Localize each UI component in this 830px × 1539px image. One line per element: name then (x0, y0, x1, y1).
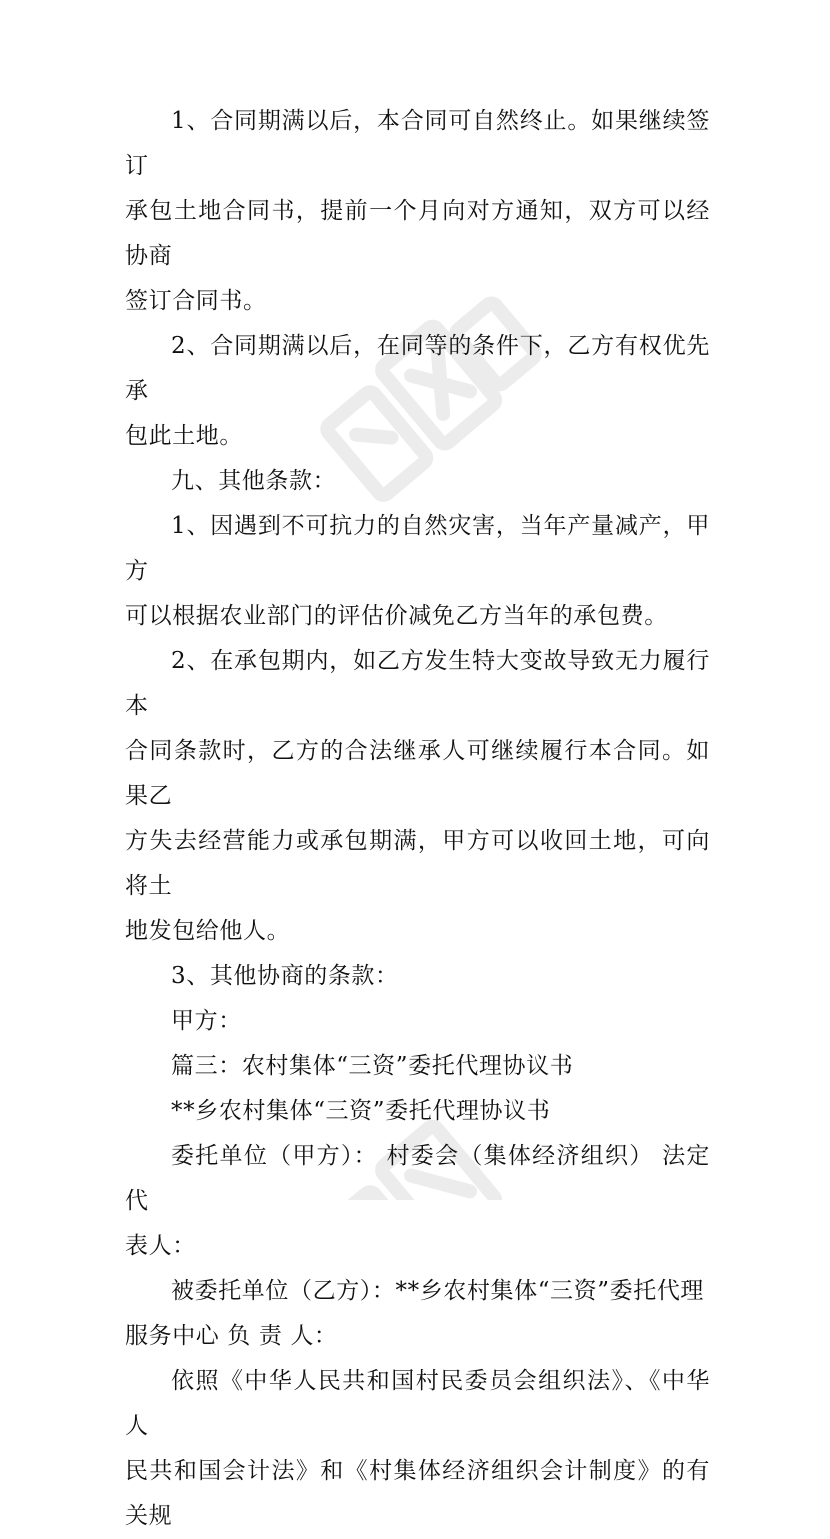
text-line: 承包土地合同书，提前一个月向对方通知，双方可以经协商 (125, 198, 710, 269)
paragraph (125, 639, 710, 954)
paragraph (125, 999, 710, 1044)
text-line: 被委托单位（乙方）：**乡农村集体“三资”委托代理 (171, 1278, 705, 1304)
paragraph (125, 1044, 710, 1089)
text-line: 表人： (125, 1233, 196, 1259)
text-line: 可以根据农业部门的评估价减免乙方当年的承包费。 (125, 603, 668, 629)
text-line: 2、在承包期内，如乙方发生特大变故导致无力履行本 (125, 648, 710, 719)
text-line: 甲方： (171, 1008, 242, 1034)
text-line: 篇三：农村集体“三资”委托代理协议书 (171, 1053, 574, 1079)
text-line: 签订合同书。 (125, 288, 267, 314)
document-body (125, 99, 710, 1539)
text-line: 2、合同期满以后，在同等的条件下，乙方有权优先承 (125, 333, 710, 404)
text-line: 3、其他协商的条款： (171, 963, 399, 989)
paragraph (125, 1359, 710, 1539)
text-line: 合同条款时，乙方的合法继承人可继续履行本合同。如果乙 (125, 738, 710, 809)
paragraph (125, 99, 710, 324)
text-line: 九、其他条款： (171, 468, 337, 494)
paragraph (125, 459, 710, 504)
paragraph (125, 324, 710, 459)
paragraph (125, 1134, 710, 1269)
text-line: 服务中心 负 责 人： (125, 1323, 338, 1349)
paragraph (125, 1089, 710, 1134)
paragraph (125, 1269, 710, 1359)
text-line: 依照《中华人民共和国村民委员会组织法》、《中华人 (125, 1368, 710, 1439)
paragraph (125, 504, 710, 639)
text-line: 1、因遇到不可抗力的自然灾害，当年产量减产，甲方 (125, 513, 710, 584)
text-line: 民共和国会计法》和《村集体经济组织会计制度》的有关规 (125, 1458, 710, 1529)
text-line: 委托单位（甲方）： 村委会（集体经济组织） 法定代 (125, 1143, 710, 1214)
text-line: 1、合同期满以后，本合同可自然终止。如果继续签订 (125, 108, 710, 179)
text-line: **乡农村集体“三资”委托代理协议书 (171, 1098, 551, 1124)
text-line: 方失去经营能力或承包期满，甲方可以收回土地，可向将土 (125, 828, 710, 899)
text-line: 包此土地。 (125, 423, 243, 449)
text-line: 地发包给他人。 (125, 918, 291, 944)
paragraph (125, 954, 710, 999)
